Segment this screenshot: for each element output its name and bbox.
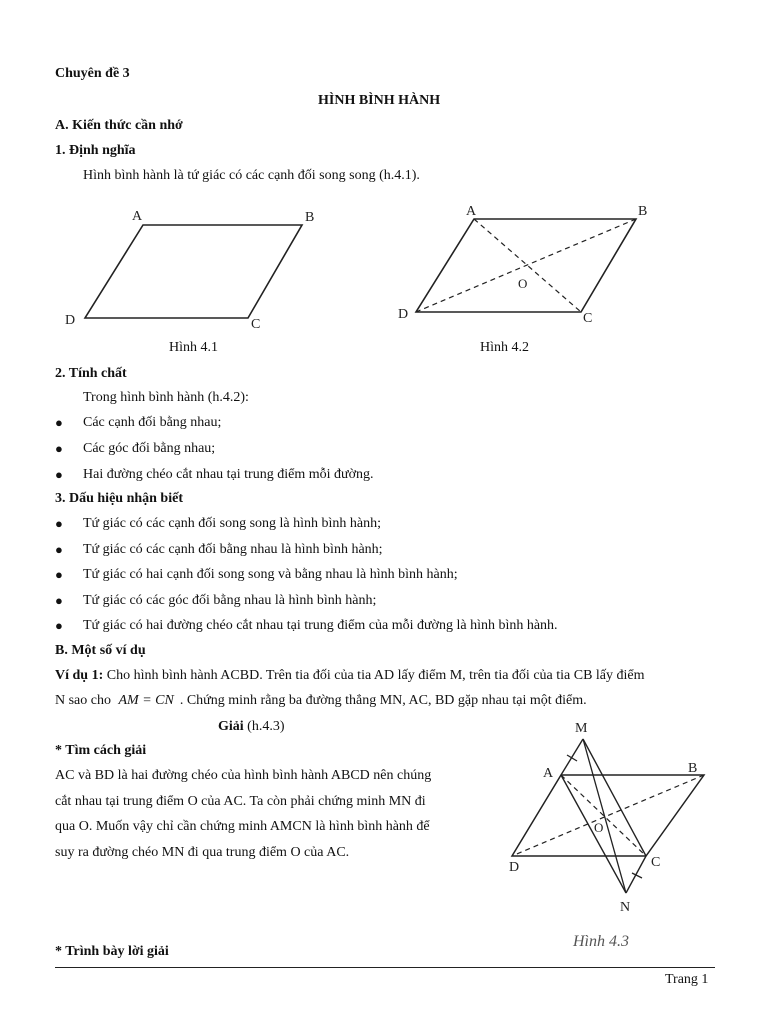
segment-mc [583,739,646,856]
fig3-label-d: D [509,860,520,875]
bullet-icon: ● [55,593,63,608]
example-1-line-2 [55,693,587,709]
parallelogram-abcd [85,225,302,318]
fig3-label-b: B [688,761,698,776]
fig2-label-d: D [398,307,409,322]
approach-line: cắt nhau tại trung điểm O của AC. Ta còn phải chứng minh MN đi [55,794,426,809]
fig2-label-o: O [518,276,528,291]
signs-heading: 3. Dấu hiệu nhận biết [55,491,183,506]
presentation-heading: * Trình bày lời giải [55,944,169,959]
fig2-label-b: B [638,204,648,219]
definition-text: Hình bình hành là tứ giác có các cạnh đối song song (h.4.1). [83,168,420,183]
figure-4-1-caption: Hình 4.1 [169,340,218,355]
approach-line: AC và BD là hai đường chéo của hình bình hành ABCD nên chúng [55,768,432,783]
bullet-icon: ● [55,516,63,531]
fig2-label-a: A [466,204,477,219]
bullet-icon: ● [55,441,63,456]
fig1-label-a: A [132,209,143,224]
figure-4-2-caption: Hình 4.2 [480,340,529,355]
bullet-icon: ● [55,567,63,582]
figure-4-1 [55,200,315,340]
bullet-icon: ● [55,542,63,557]
segment-ma [561,739,583,775]
approach-line: suy ra đường chéo MN đi qua trung điểm O của AC. [55,845,350,860]
section-a-heading: A. Kiến thức cần nhớ [55,118,183,133]
example-1-line-1 [55,668,645,684]
sign-item: Tứ giác có các cạnh đối song song là hình bình hành; [83,516,382,531]
properties-intro: Trong hình bình hành (h.4.2): [83,390,249,405]
fig3-label-n: N [620,900,631,915]
figure-4-3 [495,715,715,965]
example-text: . Chứng minh rằng ba đường thẳng MN, AC, BD gặp nhau tại một điểm. [179,693,587,708]
page-title: HÌNH BÌNH HÀNH [318,93,441,108]
approach-heading: * Tìm cách giải [55,743,147,758]
section-b-heading: B. Một số ví dụ [55,643,146,658]
fig1-label-b: B [305,210,315,225]
fig2-label-c: C [583,311,593,326]
properties-heading: 2. Tính chất [55,366,127,381]
sign-item: Tứ giác có các góc đối bằng nhau là hình bình hành; [83,593,377,608]
footer-divider [55,967,715,968]
sign-item: Tứ giác có hai cạnh đối song song và bằng nhau là hình bình hành; [83,567,458,582]
line-mn [583,739,626,893]
diagonal-bd [416,219,636,312]
approach-line: qua O. Muốn vậy chỉ cần chứng minh AMCN là hình bình hành để [55,819,430,834]
bullet-icon: ● [55,415,63,430]
solution-reference: (h.4.3) [243,719,285,734]
solution-label [218,719,285,735]
figure-4-2 [390,198,670,333]
fig3-label-c: C [651,855,661,870]
math-expression: AM = CN [118,693,174,708]
example-text: Cho hình bình hành ACBD. Trên tia đối của tia AD lấy điểm M, trên tia đối của tia CB lấy điểm [103,668,645,683]
property-item: Các góc đối bằng nhau; [83,441,216,456]
property-item: Hai đường chéo cắt nhau tại trung điểm mỗi đường. [83,467,374,482]
page-number: Trang 1 [665,972,709,987]
chapter-label: Chuyên đề 3 [55,66,130,81]
fig3-label-a: A [543,766,554,781]
property-item: Các cạnh đối bằng nhau; [83,415,222,430]
figure-4-3-caption: Hình 4.3 [573,933,629,950]
solution-title: Giải [218,719,244,734]
bullet-icon: ● [55,467,63,482]
example-text: N sao cho [55,693,115,708]
fig3-label-o: O [594,820,604,835]
sign-item: Tứ giác có các cạnh đối bằng nhau là hình bình hành; [83,542,383,557]
diagonal-ac-3 [561,775,646,856]
example-label: Ví dụ 1: [55,668,104,683]
fig1-label-c: C [251,317,261,332]
bullet-icon: ● [55,618,63,633]
definition-heading: 1. Định nghĩa [55,143,136,158]
sign-item: Tứ giác có hai đường chéo cắt nhau tại trung điểm của mỗi đường là hình bình hành. [83,618,558,633]
fig3-label-m: M [575,721,588,736]
fig1-label-d: D [65,313,76,328]
